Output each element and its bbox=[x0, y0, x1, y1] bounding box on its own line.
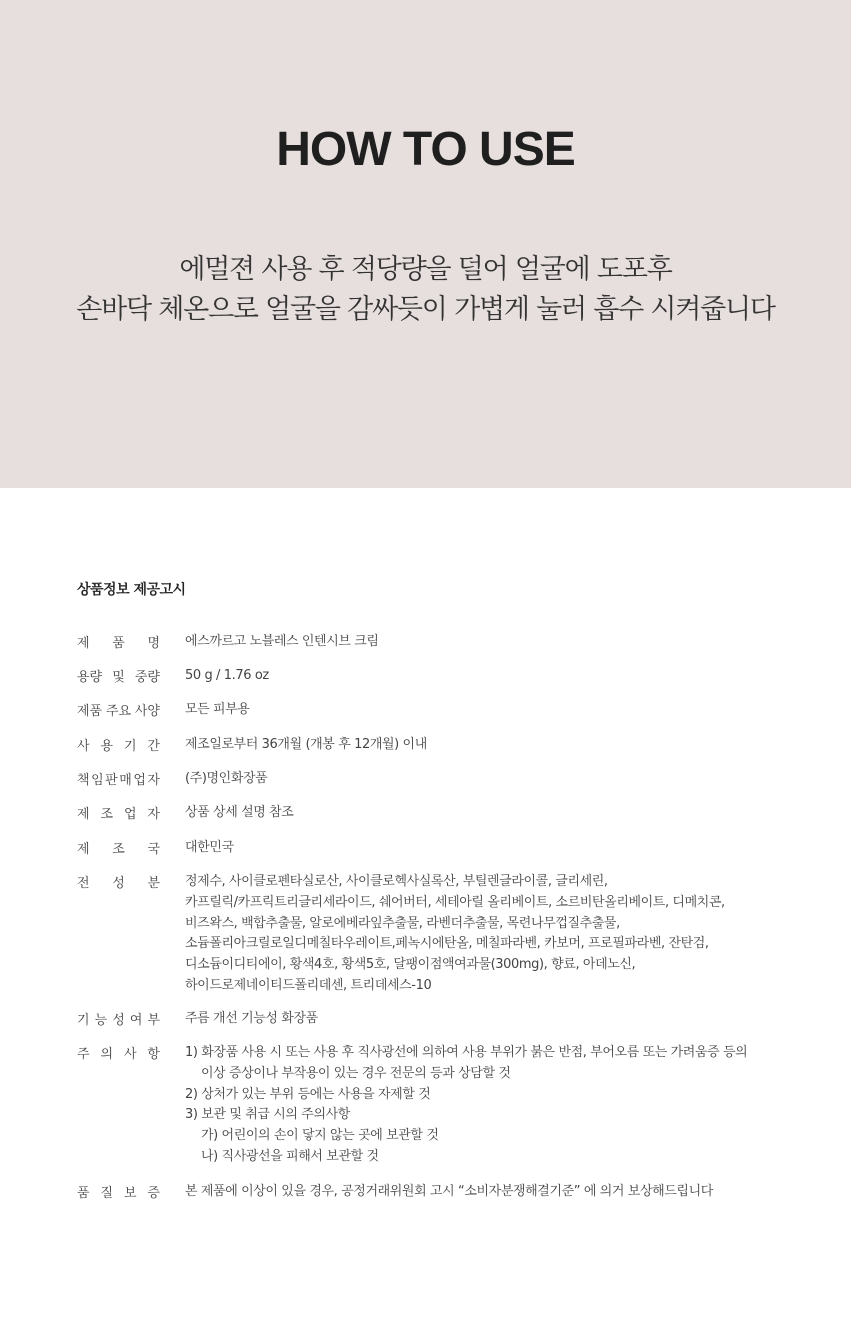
info-value: 본 제품에 이상이 있을 경우, 공정거래위원회 고시 “소비자분쟁해결기준” 에 의거 보상해드립니다 bbox=[185, 1184, 713, 1199]
product-info-heading: 상품정보 제공고시 bbox=[77, 582, 186, 598]
info-label: 용량 및 중량 bbox=[77, 670, 160, 685]
info-label: 주 의 사 항 bbox=[77, 1047, 160, 1062]
info-value: 모든 피부용 bbox=[185, 702, 250, 717]
info-label: 책 임 판 매 업 자 bbox=[77, 773, 160, 788]
info-value: 1) 화장품 사용 시 또는 사용 후 직사광선에 의하여 사용 부위가 붉은 반점, 부어오름 또는 가려움증 등의 이상 증상이나 부작용이 있는 경우 전문의 등과 상담할 것 2) 상처가 있는 부위 등에는 사용을 자제할 것 3) 보관 및 취급 시의 주의사항 가) 어린이의 손이 닿지 않는 곳에 보관할 것 나) 직사광선을 피해서 보관할 것 bbox=[185, 1045, 748, 1164]
how-to-use-line-1: 에멀젼 사용 후 적당량을 덜어 얼굴에 도포후 bbox=[179, 254, 672, 285]
how-to-use-section bbox=[0, 0, 851, 488]
info-value: (주)명인화장품 bbox=[185, 771, 268, 786]
info-value: 대한민국 bbox=[185, 840, 234, 855]
info-label: 품 질 보 증 bbox=[77, 1186, 160, 1201]
info-label: 제 품 명 bbox=[77, 636, 160, 651]
how-to-use-title: HOW TO USE bbox=[276, 123, 575, 176]
info-label: 제 조 국 bbox=[77, 842, 160, 857]
info-value: 50 g / 1.76 oz bbox=[185, 668, 269, 683]
info-value: 주름 개선 기능성 화장품 bbox=[185, 1011, 318, 1026]
how-to-use-line-2: 손바닥 체온으로 얼굴을 감싸듯이 가볍게 눌러 흡수 시켜줍니다 bbox=[76, 294, 775, 325]
info-label: 기 능 성 여 부 bbox=[77, 1013, 160, 1028]
info-value: 상품 상세 설명 참조 bbox=[185, 805, 294, 820]
info-value: 정제수, 사이클로펜타실로산, 사이클로헥사실록산, 부틸렌글라이콜, 글리세린, 카프릴릭/카프릭트리글리세라이드, 쉐어버터, 세테아릴 올리베이트, 소르비탄올리베이트, 디메치콘, 비즈왁스, 백합추출물, 알로에베라잎추출물, 라벤더추출물, 목련나무껍질추출물, 소듐폴리아크릴로일디메칠타우레이트,페녹시에탄올, 메칠파라벤, 카보머, 프로필파라벤, 잔탄검, 디소듐이디티에이, 황색4호, 황색5호, 달팽이점액여과물(300mg), 향료, 아데노신, 하이드로제네이티드폴리데센, 트리데세스-10 bbox=[185, 874, 725, 993]
info-label: 제 조 업 자 bbox=[77, 807, 160, 822]
info-value: 에스까르고 노블레스 인텐시브 크림 bbox=[185, 634, 379, 649]
info-label: 사 용 기 간 bbox=[77, 739, 160, 754]
info-value: 제조일로부터 36개월 (개봉 후 12개월) 이내 bbox=[185, 737, 427, 752]
info-label: 제품 주요 사양 bbox=[77, 704, 160, 719]
info-label: 전 성 분 bbox=[77, 876, 160, 891]
